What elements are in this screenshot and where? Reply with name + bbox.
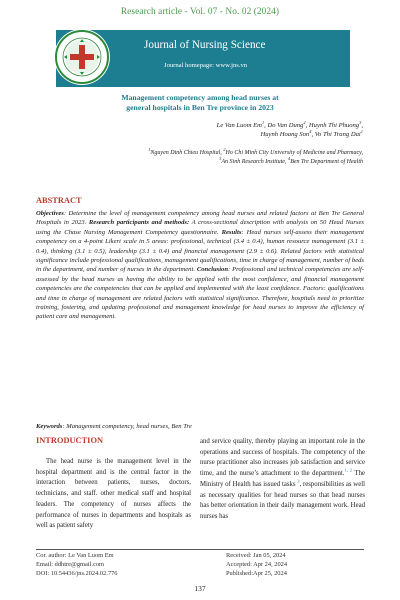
author-list: Le Van Luom Em$^1$, Do Van Dung$^2$, Huynh Thi Phuong$^3$, Huynh Hoang Son$^4$, Vo Thi Trang Dai$^1$ <box>216 119 363 139</box>
journal-homepage[interactable]: Journal homepage: www.jns.vn <box>164 62 248 69</box>
affiliation-1: Nguyen Dinh Chieu Hospital, <box>150 150 224 156</box>
reference-link[interactable]: 1, 2 <box>344 467 353 473</box>
journal-banner <box>56 30 350 87</box>
accepted-date: Accepted: Apr 24, 2024 <box>226 561 288 568</box>
published-date: Published:Apr 25, 2024 <box>226 570 287 577</box>
intro-right-text-c: , responsibilities as well as necessary qualities for head nurses so that head nurses has better orientation in their daily management work. Head nurses has <box>200 480 365 520</box>
reference-link[interactable]: 3 <box>297 478 300 484</box>
intro-right-text-a: and service quality, thereby playing an important role in the operations and success of hospitals. The competency of the nurse practitioner also increases job satisfaction and service time, and the nurse’s attachment to the department. <box>200 438 365 478</box>
author-4: Huynh Hoang Son <box>260 131 310 139</box>
author-1: Le Van Luom Em <box>216 122 262 129</box>
page-number: 137 <box>194 584 206 593</box>
footer-dates <box>226 551 287 578</box>
results-label: Results <box>221 228 242 236</box>
affiliation-4: Ben Tre Department of Health <box>290 159 363 165</box>
journal-name: Journal of Nursing Science <box>144 39 266 51</box>
abstract-heading: ABSTRACT <box>36 196 82 205</box>
affiliation-2: Ho Chi Minh City University of Medicine and Pharmacy, <box>225 150 363 156</box>
methods-label: Research participants and methods: <box>88 219 190 227</box>
conclusion-label: Conclusion <box>196 266 228 274</box>
footer-correspondence <box>36 551 117 578</box>
intro-column-left: The head nurse is the management level in the hospital department and is the central factor in the interaction between patients, nurses, doctors, technicians, and staff. other medical staff and hospital leaders. The competency of nurses affects the performance of nurses in departments and hospitals as well as patient safety <box>36 458 191 530</box>
results-text: : Head nurses self-assess their management competency on a 4-point Likert scale in 5 areas: professional, technical (3.4 ± 0.4), human resource management (3.1 ± 0.4), thinking (3.1 ± 0.5), leadership (3.1 ± 0.4) and financial management (2.9 ± 0.6). Related factors with statistical significance include professional qualifications, management qualifications, time in charge of management, number of beds in the department, and number of nurses in the department. <box>36 228 364 274</box>
article-doi[interactable]: DOI: 10.54436/jns.2024.02.776 <box>36 570 118 577</box>
title-line-1: Management competency among head nurses at <box>121 93 279 102</box>
intro-right-text-b: The Ministry of Health has issued tasks <box>200 470 365 488</box>
keywords-label: Keywords <box>36 423 63 430</box>
author-email[interactable]: Email: ddhtre@gmail.com <box>36 561 105 568</box>
objectives-text: : Determine the level of management competency among head nurses and related factors at Ben Tre General Hospitals in 2023. <box>36 210 364 227</box>
intro-column-right <box>200 437 365 523</box>
author-3: , Huynh Thi Phuong <box>305 122 360 129</box>
keywords-text: : Management competency, head nurses, Ben Tre <box>62 423 192 430</box>
title-line-2: general hospitals in Ben Tre province in 2023 <box>126 102 274 112</box>
article-title <box>40 93 360 112</box>
keywords <box>36 423 364 430</box>
journal-seal-icon <box>52 27 112 87</box>
introduction-heading: INTRODUCTION <box>36 436 104 445</box>
abstract-body <box>36 209 364 322</box>
corresponding-author: Cor. author: Le Van Luom Em <box>36 552 114 559</box>
conclusion-text: : Professional and technical competencies are self-assessed by the head nurses as having the ability to be applied with the most confidence, and financial management competencies are the competencies that can be applied and implemented with the least confidence. Factors: qualifications and time in charge of management are related factors with statistical significance. Therefore, hospitals need to prioritize training, fostering, and updating professional and management knowledge for head nurses to improve the efficiency of patient care and management. <box>36 266 364 321</box>
received-date: Received: Jan 05, 2024 <box>226 552 286 559</box>
issue-header: Research article - Vol. 07 - No. 02 (2024) <box>120 7 280 17</box>
author-2: , Do Van Dung <box>264 122 304 129</box>
affiliation-3: An Sinh Research Institute, <box>221 159 288 165</box>
affiliations: $^1$Nguyen Dinh Chieu Hospital, $^2$Ho Chi Minh City University of Medicine and Pharmacy, $^3$An Sinh Research Institute, $^4$Ben Tre Department of Health <box>148 147 363 165</box>
footer-divider <box>36 549 364 550</box>
objectives-label: Objectives <box>36 210 64 217</box>
methods-text: A cross-sectional description with analysis on 50 Head Nurses using the Chase Nursing Management Competency questionnaire. <box>36 219 364 236</box>
author-5: , Vo Thi Trang Dai <box>311 131 361 139</box>
